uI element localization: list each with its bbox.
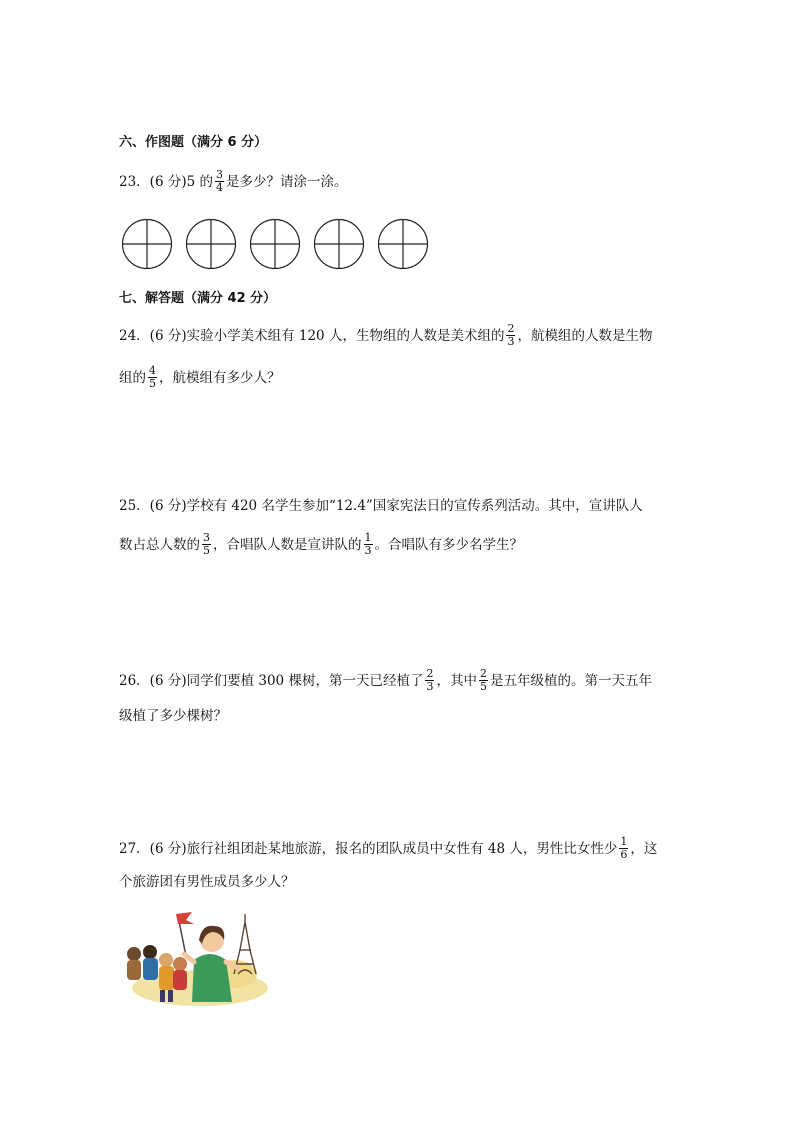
- fraction-numerator: 3: [215, 168, 223, 181]
- q25-text: ，合唱队人数是宣讲队的: [213, 537, 362, 553]
- q26-text: ，其中: [436, 673, 477, 689]
- fraction: [619, 836, 628, 861]
- q26-text: 是五年级植的。第一天五年: [489, 673, 652, 689]
- question-23: [119, 170, 347, 195]
- flag-icon: [176, 912, 194, 924]
- question-25-line-1: 25．(6 分)学校有 420 名学生参加“12.4”国家宪法日的宣传系列活动。其中，宣讲队人: [119, 498, 643, 514]
- q24-text: 24．(6 分)实验小学美术组有 120 人，生物组的人数是美术组的: [119, 328, 505, 344]
- quartered-circle-4[interactable]: [315, 220, 364, 269]
- q24-text: ，航模组有多少人？: [159, 370, 281, 386]
- fraction-numerator: 2: [426, 667, 434, 680]
- fraction: [148, 365, 157, 390]
- fraction: [364, 532, 373, 557]
- q25-text: 。合唱队有多少名学生？: [374, 537, 523, 553]
- fraction-numerator: 2: [507, 322, 515, 335]
- fraction-numerator: 2: [479, 667, 487, 680]
- q27-text: 27．(6 分)旅行社组团赴某地旅游，报名的团队成员中女性有 48 人，男性比女性少: [119, 841, 618, 857]
- fraction-denominator: 4: [215, 181, 223, 194]
- fraction: [202, 532, 211, 557]
- quartered-circle-1[interactable]: [123, 220, 172, 269]
- q23-prefix: 23．(6 分)5 的: [119, 174, 213, 190]
- fraction: [425, 668, 434, 693]
- fraction: [215, 169, 224, 194]
- fraction-denominator: 3: [364, 544, 372, 557]
- q27-text: ，这: [630, 841, 658, 857]
- fraction-numerator: 3: [203, 531, 210, 544]
- section-7-heading: 七、解答题（满分 42 分）: [119, 291, 277, 306]
- fraction-denominator: 3: [507, 335, 515, 348]
- fraction-denominator: 5: [479, 680, 487, 693]
- question-27-line-2: 个旅游团有男性成员多少人？: [119, 874, 295, 890]
- quartered-circle-2[interactable]: [187, 220, 236, 269]
- quartered-circle-5[interactable]: [379, 220, 428, 269]
- fraction: [479, 668, 488, 693]
- q23-suffix: 是多少？请涂一涂。: [225, 174, 348, 190]
- fraction-numerator: 4: [149, 364, 156, 377]
- q25-text: 数占总人数的: [119, 537, 200, 553]
- question-25-line-2: [119, 533, 523, 558]
- fraction-denominator: 3: [426, 680, 434, 693]
- fraction-denominator: 5: [203, 544, 210, 557]
- tour-group-illustration: [120, 910, 268, 1010]
- question-24-line-2: [119, 366, 281, 391]
- divided-circles: [121, 217, 431, 271]
- fraction: [506, 323, 515, 348]
- q24-text: 组的: [119, 370, 146, 386]
- q24-text: ，航模组的人数是生物: [517, 328, 653, 344]
- quartered-circle-3[interactable]: [251, 220, 300, 269]
- fraction-denominator: 6: [620, 848, 628, 861]
- question-26-line-1: [119, 669, 652, 694]
- fraction-numerator: 1: [620, 835, 628, 848]
- question-24-line-1: [119, 324, 652, 349]
- fraction-denominator: 5: [149, 377, 156, 390]
- question-26-line-2: 级植了多少棵树？: [119, 708, 227, 724]
- section-6-heading: 六、作图题（满分 6 分）: [119, 135, 268, 150]
- fraction-numerator: 1: [364, 531, 372, 544]
- question-27-line-1: [119, 837, 657, 862]
- q26-text: 26．(6 分)同学们要植 300 棵树，第一天已经植了: [119, 673, 424, 689]
